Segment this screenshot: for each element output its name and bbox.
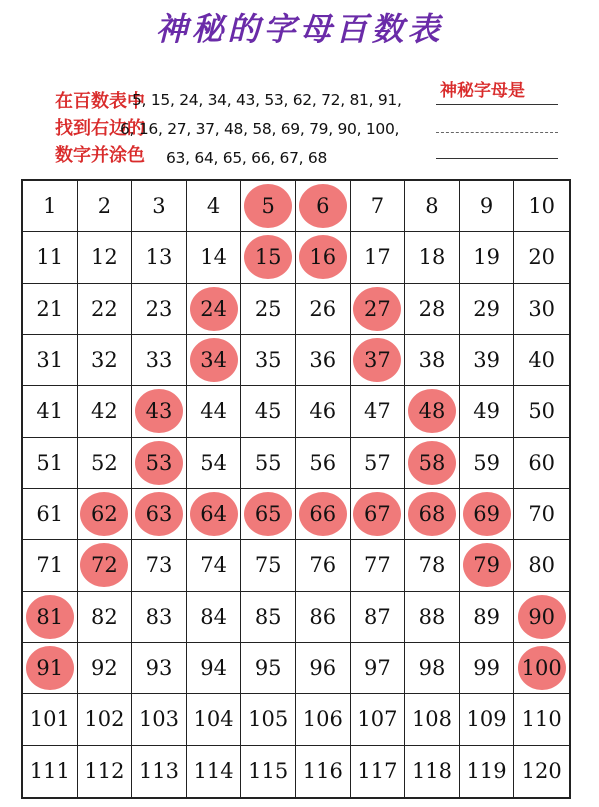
grid-cell[interactable] — [351, 386, 406, 437]
grid-number: 25 — [254, 296, 282, 321]
grid-number: 28 — [418, 296, 446, 321]
grid-number: 57 — [364, 450, 391, 475]
grid-cell[interactable] — [296, 489, 351, 540]
grid-cell[interactable] — [296, 540, 351, 591]
grid-number: 15 — [254, 245, 282, 270]
grid-number: 84 — [200, 604, 227, 629]
grid-cell[interactable] — [351, 335, 406, 386]
grid-number: 11 — [36, 245, 64, 270]
grid-number: 5 — [261, 194, 275, 219]
grid-cell[interactable] — [460, 746, 515, 797]
grid-cell[interactable] — [23, 489, 78, 540]
grid-number: 66 — [309, 502, 337, 527]
grid-cell[interactable] — [78, 335, 133, 386]
grid-cell[interactable] — [132, 284, 187, 335]
number-list-line: 63, 64, 65, 66, 67, 68 — [166, 149, 328, 167]
grid-cell[interactable] — [132, 386, 187, 437]
grid-cell[interactable] — [78, 540, 133, 591]
grid-number: 63 — [145, 502, 173, 527]
grid-cell[interactable] — [460, 489, 515, 540]
grid-cell[interactable] — [132, 643, 187, 694]
grid-number: 51 — [36, 450, 64, 475]
grid-number: 54 — [200, 450, 227, 475]
grid-cell[interactable] — [241, 746, 296, 797]
grid-number: 59 — [473, 450, 500, 475]
grid-cell[interactable] — [296, 694, 351, 745]
grid-number: 53 — [145, 450, 173, 475]
instruction-line: 找到右边的 — [55, 118, 145, 139]
grid-number: 12 — [91, 245, 118, 270]
grid-cell[interactable] — [187, 181, 242, 232]
grid-number: 13 — [145, 245, 173, 270]
grid-cell[interactable] — [241, 386, 296, 437]
grid-number: 75 — [254, 553, 282, 578]
grid-number: 44 — [200, 399, 227, 424]
grid-number: 62 — [91, 502, 118, 527]
grid-number: 117 — [357, 759, 398, 784]
grid-number: 40 — [528, 348, 556, 373]
grid-cell[interactable] — [78, 746, 133, 797]
grid-cell[interactable] — [78, 232, 133, 283]
grid-cell[interactable] — [405, 232, 460, 283]
grid-number: 36 — [309, 348, 337, 373]
grid-number: 119 — [466, 759, 507, 784]
grid-number: 16 — [309, 245, 337, 270]
grid-number: 50 — [528, 399, 556, 424]
grid-number: 26 — [309, 296, 337, 321]
hundred-chart-grid — [21, 179, 571, 799]
grid-cell[interactable] — [405, 489, 460, 540]
grid-cell[interactable] — [351, 232, 406, 283]
grid-number: 104 — [193, 707, 234, 732]
grid-cell[interactable] — [187, 489, 242, 540]
grid-number: 100 — [521, 656, 562, 681]
grid-number: 103 — [138, 707, 180, 732]
grid-cell[interactable] — [23, 592, 78, 643]
grid-number: 95 — [254, 656, 282, 681]
grid-cell[interactable] — [296, 181, 351, 232]
grid-number: 56 — [309, 450, 337, 475]
grid-number: 79 — [473, 553, 500, 578]
grid-number: 90 — [528, 604, 556, 629]
grid-cell[interactable] — [132, 592, 187, 643]
grid-number: 22 — [91, 296, 118, 321]
grid-cell[interactable] — [23, 386, 78, 437]
grid-cell[interactable] — [132, 489, 187, 540]
grid-cell[interactable] — [296, 386, 351, 437]
grid-cell[interactable] — [460, 643, 515, 694]
grid-cell[interactable] — [132, 746, 187, 797]
grid-number: 102 — [84, 707, 125, 732]
grid-number: 112 — [84, 759, 125, 784]
grid-number: 114 — [193, 759, 234, 784]
grid-cell[interactable] — [351, 540, 406, 591]
grid-number: 20 — [528, 245, 556, 270]
grid-cell[interactable] — [405, 746, 460, 797]
grid-cell[interactable] — [351, 489, 406, 540]
grid-cell[interactable] — [78, 438, 133, 489]
grid-number: 46 — [309, 399, 337, 424]
grid-cell[interactable] — [405, 335, 460, 386]
grid-cell[interactable] — [132, 181, 187, 232]
grid-cell[interactable] — [460, 438, 515, 489]
grid-number: 74 — [200, 553, 227, 578]
grid-number: 116 — [302, 759, 343, 784]
grid-number: 111 — [29, 759, 70, 784]
grid-cell[interactable] — [241, 181, 296, 232]
grid-number: 19 — [473, 245, 500, 270]
grid-cell[interactable] — [187, 540, 242, 591]
grid-cell[interactable] — [460, 284, 515, 335]
grid-cell[interactable] — [514, 232, 569, 283]
grid-number: 96 — [309, 656, 337, 681]
grid-number: 45 — [254, 399, 282, 424]
grid-cell[interactable] — [241, 335, 296, 386]
grid-number: 31 — [36, 348, 64, 373]
grid-cell[interactable] — [351, 181, 406, 232]
grid-number: 68 — [418, 502, 446, 527]
grid-cell[interactable] — [23, 643, 78, 694]
grid-cell[interactable] — [296, 643, 351, 694]
grid-number: 10 — [528, 194, 556, 219]
grid-cell[interactable] — [460, 694, 515, 745]
grid-number: 78 — [418, 553, 446, 578]
grid-cell[interactable] — [514, 746, 569, 797]
grid-number: 42 — [91, 399, 118, 424]
grid-number: 107 — [357, 707, 398, 732]
grid-cell[interactable] — [296, 746, 351, 797]
grid-cell[interactable] — [187, 694, 242, 745]
grid-cell[interactable] — [460, 540, 515, 591]
grid-cell[interactable] — [187, 335, 242, 386]
answer-line[interactable] — [436, 158, 558, 159]
grid-number: 113 — [138, 759, 180, 784]
grid-number: 4 — [206, 194, 221, 219]
grid-cell[interactable] — [405, 540, 460, 591]
grid-cell[interactable] — [514, 592, 569, 643]
grid-number: 60 — [528, 450, 556, 475]
grid-number: 85 — [254, 604, 282, 629]
grid-number: 8 — [425, 194, 439, 219]
grid-cell[interactable] — [187, 232, 242, 283]
grid-cell[interactable] — [460, 592, 515, 643]
grid-cell[interactable] — [405, 181, 460, 232]
grid-cell[interactable] — [460, 181, 515, 232]
grid-number: 32 — [91, 348, 118, 373]
grid-number: 118 — [411, 759, 453, 784]
grid-cell[interactable] — [405, 592, 460, 643]
grid-cell[interactable] — [23, 232, 78, 283]
grid-cell[interactable] — [241, 592, 296, 643]
grid-cell[interactable] — [405, 643, 460, 694]
grid-cell[interactable] — [241, 438, 296, 489]
grid-number: 7 — [370, 194, 385, 219]
grid-number: 39 — [473, 348, 500, 373]
grid-cell[interactable] — [296, 438, 351, 489]
grid-cell[interactable] — [296, 335, 351, 386]
grid-number: 37 — [364, 348, 391, 373]
grid-cell[interactable] — [187, 284, 242, 335]
grid-cell[interactable] — [187, 746, 242, 797]
grid-cell[interactable] — [78, 284, 133, 335]
grid-cell[interactable] — [23, 284, 78, 335]
grid-cell[interactable] — [23, 181, 78, 232]
grid-number: 52 — [91, 450, 118, 475]
grid-number: 33 — [145, 348, 173, 373]
grid-number: 77 — [364, 553, 391, 578]
grid-number: 88 — [418, 604, 446, 629]
grid-cell[interactable] — [460, 232, 515, 283]
grid-number: 86 — [309, 604, 337, 629]
grid-number: 30 — [528, 296, 556, 321]
grid-cell[interactable] — [241, 284, 296, 335]
grid-cell[interactable] — [241, 694, 296, 745]
grid-cell[interactable] — [23, 746, 78, 797]
grid-cell[interactable] — [514, 694, 569, 745]
grid-cell[interactable] — [187, 643, 242, 694]
grid-cell[interactable] — [405, 438, 460, 489]
number-list-line: 6, 16, 27, 37, 48, 58, 69, 79, 90, 100, — [120, 120, 400, 138]
grid-number: 70 — [528, 502, 556, 527]
grid-number: 18 — [418, 245, 446, 270]
grid-cell[interactable] — [296, 284, 351, 335]
grid-cell[interactable] — [514, 489, 569, 540]
grid-cell[interactable] — [132, 438, 187, 489]
grid-cell[interactable] — [23, 438, 78, 489]
grid-cell[interactable] — [78, 643, 133, 694]
grid-number: 48 — [418, 399, 446, 424]
grid-cell[interactable] — [23, 694, 78, 745]
grid-number: 73 — [145, 553, 173, 578]
grid-cell[interactable] — [78, 489, 133, 540]
grid-number: 97 — [364, 656, 391, 681]
grid-number: 61 — [36, 502, 64, 527]
grid-number: 81 — [36, 604, 64, 629]
grid-cell[interactable] — [514, 284, 569, 335]
grid-number: 80 — [528, 553, 556, 578]
grid-number: 89 — [473, 604, 500, 629]
grid-cell[interactable] — [241, 643, 296, 694]
grid-cell[interactable] — [514, 438, 569, 489]
grid-cell[interactable] — [241, 540, 296, 591]
grid-cell[interactable] — [351, 643, 406, 694]
grid-cell[interactable] — [132, 232, 187, 283]
grid-number: 94 — [200, 656, 227, 681]
grid-cell[interactable] — [296, 232, 351, 283]
grid-number: 87 — [364, 604, 391, 629]
answer-label: 神秘字母是 — [440, 81, 525, 101]
grid-number: 29 — [473, 296, 500, 321]
grid-number: 91 — [36, 656, 64, 681]
grid-number: 93 — [145, 656, 173, 681]
page-title: 神秘的字母百数表 — [155, 10, 444, 48]
grid-number: 105 — [248, 707, 289, 732]
grid-cell[interactable] — [351, 438, 406, 489]
grid-number: 71 — [36, 553, 64, 578]
grid-cell[interactable] — [241, 232, 296, 283]
grid-number: 35 — [254, 348, 282, 373]
grid-number: 6 — [316, 194, 330, 219]
grid-number: 109 — [466, 707, 507, 732]
grid-number: 49 — [473, 399, 500, 424]
grid-cell[interactable] — [23, 540, 78, 591]
grid-number: 76 — [309, 553, 337, 578]
grid-number: 67 — [364, 502, 391, 527]
grid-cell[interactable] — [132, 540, 187, 591]
grid-cell[interactable] — [351, 284, 406, 335]
grid-cell[interactable] — [351, 694, 406, 745]
grid-number: 82 — [91, 604, 118, 629]
grid-cell[interactable] — [514, 540, 569, 591]
grid-cell[interactable] — [23, 335, 78, 386]
answer-line[interactable] — [436, 132, 558, 133]
grid-number: 92 — [91, 656, 118, 681]
grid-number: 108 — [411, 707, 453, 732]
instruction-line: 在百数表中 — [55, 91, 145, 112]
grid-number: 23 — [145, 296, 173, 321]
instruction-line: 数字并涂色 — [55, 145, 145, 166]
grid-number: 38 — [418, 348, 446, 373]
grid-number: 110 — [521, 707, 562, 732]
grid-number: 27 — [364, 296, 391, 321]
grid-number: 55 — [254, 450, 282, 475]
grid-cell[interactable] — [132, 694, 187, 745]
grid-cell[interactable] — [514, 181, 569, 232]
grid-cell[interactable] — [132, 335, 187, 386]
grid-number: 115 — [248, 759, 289, 784]
grid-number: 41 — [36, 399, 64, 424]
grid-number: 24 — [200, 296, 227, 321]
grid-cell[interactable] — [296, 592, 351, 643]
grid-number: 65 — [254, 502, 282, 527]
grid-cell[interactable] — [351, 746, 406, 797]
grid-number: 34 — [200, 348, 227, 373]
grid-cell[interactable] — [460, 386, 515, 437]
grid-cell[interactable] — [405, 284, 460, 335]
grid-cell[interactable] — [405, 386, 460, 437]
grid-number: 58 — [418, 450, 446, 475]
grid-number: 69 — [473, 502, 500, 527]
grid-cell[interactable] — [460, 335, 515, 386]
grid-number: 99 — [473, 656, 500, 681]
grid-cell[interactable] — [78, 386, 133, 437]
grid-number: 72 — [91, 553, 118, 578]
grid-cell[interactable] — [514, 386, 569, 437]
grid-number: 43 — [145, 399, 173, 424]
grid-cell[interactable] — [78, 694, 133, 745]
grid-number: 120 — [521, 759, 562, 784]
grid-cell[interactable] — [405, 694, 460, 745]
grid-number: 83 — [145, 604, 173, 629]
grid-number: 1 — [43, 194, 57, 219]
grid-cell[interactable] — [241, 489, 296, 540]
grid-number: 21 — [36, 296, 64, 321]
grid-cell[interactable] — [187, 438, 242, 489]
grid-cell[interactable] — [187, 386, 242, 437]
grid-cell[interactable] — [78, 181, 133, 232]
grid-cell[interactable] — [78, 592, 133, 643]
grid-cell[interactable] — [514, 643, 569, 694]
grid-number: 9 — [479, 194, 494, 219]
grid-cell[interactable] — [351, 592, 406, 643]
grid-number: 98 — [418, 656, 446, 681]
grid-number: 101 — [29, 707, 70, 732]
grid-number: 47 — [364, 399, 391, 424]
grid-number: 14 — [200, 245, 227, 270]
grid-number: 17 — [364, 245, 391, 270]
grid-cell[interactable] — [187, 592, 242, 643]
answer-line[interactable] — [436, 104, 558, 105]
number-list — [0, 86, 402, 173]
grid-number: 64 — [200, 502, 227, 527]
number-list-line: 5, 15, 24, 34, 43, 53, 62, 72, 81, 91, — [132, 91, 402, 109]
grid-number: 3 — [152, 194, 166, 219]
grid-number: 106 — [302, 707, 343, 732]
grid-number: 2 — [97, 194, 112, 219]
grid-cell[interactable] — [514, 335, 569, 386]
